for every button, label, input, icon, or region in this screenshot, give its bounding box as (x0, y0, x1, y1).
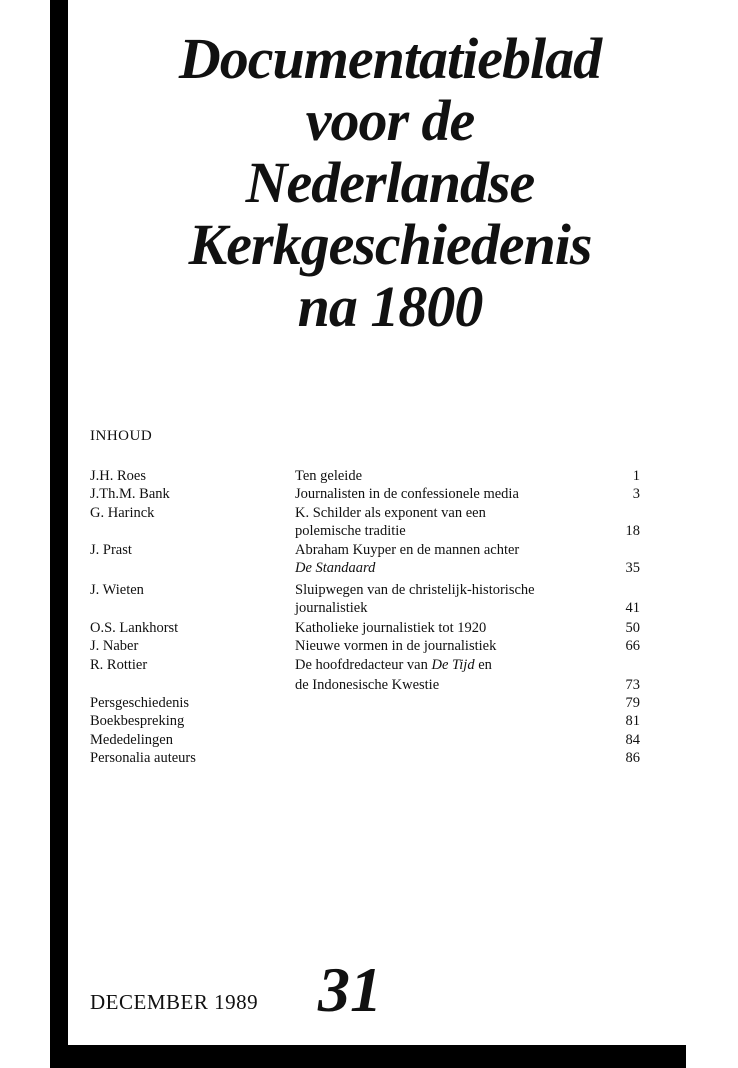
section-label: Persgeschiedenis (90, 695, 190, 711)
bottom-border-bar (50, 1045, 686, 1068)
toc-page: 73 (625, 677, 640, 693)
left-border-bar (50, 0, 68, 1068)
toc-page: 18 (625, 523, 640, 539)
toc-title: K. Schilder als exponent van een (295, 505, 486, 521)
toc-author: J. Prast (90, 542, 132, 558)
section-label: Personalia auteurs (90, 750, 196, 766)
toc-title: Katholieke journalistiek tot 1920 (295, 620, 487, 636)
section-page: 81 (625, 713, 640, 729)
toc-title (295, 656, 492, 674)
toc-title-cont: de Indonesische Kwestie (295, 677, 440, 693)
section-label: Boekbespreking (90, 713, 185, 729)
toc-page: 35 (625, 560, 640, 576)
toc-title: Abraham Kuyper en de mannen achter (295, 542, 520, 558)
title-line-1: Documentatieblad (178, 26, 602, 91)
section-page: 79 (625, 695, 640, 711)
toc-page: 1 (632, 468, 640, 484)
title-line-2: voor de (305, 88, 475, 153)
toc-page: 50 (625, 620, 640, 636)
toc-page: 41 (625, 600, 640, 616)
issue-number: 31 (318, 954, 382, 1025)
toc-author: O.S. Lankhorst (90, 620, 179, 636)
toc-author: J.H. Roes (90, 468, 146, 484)
toc-page: 3 (632, 486, 640, 502)
contents-heading: INHOUD (90, 428, 153, 444)
title-line-5: na 1800 (297, 274, 483, 339)
toc-title-cont: journalistiek (295, 600, 368, 616)
section-page: 86 (625, 750, 640, 766)
toc-title: Journalisten in de confessionele media (295, 486, 519, 502)
toc-author: R. Rottier (90, 657, 148, 673)
toc-title-cont: polemische traditie (295, 523, 406, 539)
toc-author: J.Th.M. Bank (90, 486, 170, 502)
toc-title: Ten geleide (295, 468, 363, 484)
journal-title (70, 28, 710, 338)
issue-date: DECEMBER 1989 (90, 990, 259, 1014)
toc-author: G. Harinck (90, 505, 155, 521)
toc-title: Nieuwe vormen in de journalistiek (295, 638, 497, 654)
title-line-4: Kerkgeschiedenis (188, 212, 592, 277)
toc-title-text: De hoofdredacteur van De Tijd en (295, 657, 492, 673)
title-line-3: Nederlandse (245, 150, 535, 215)
toc-title-cont: De Standaard (295, 560, 376, 576)
section-page: 84 (625, 732, 640, 748)
toc-page: 66 (625, 638, 640, 654)
section-label: Mededelingen (90, 732, 173, 748)
toc-author: J. Naber (90, 638, 139, 654)
toc-title: Sluipwegen van de christelijk-historische (295, 582, 535, 598)
toc-author: J. Wieten (90, 582, 144, 598)
